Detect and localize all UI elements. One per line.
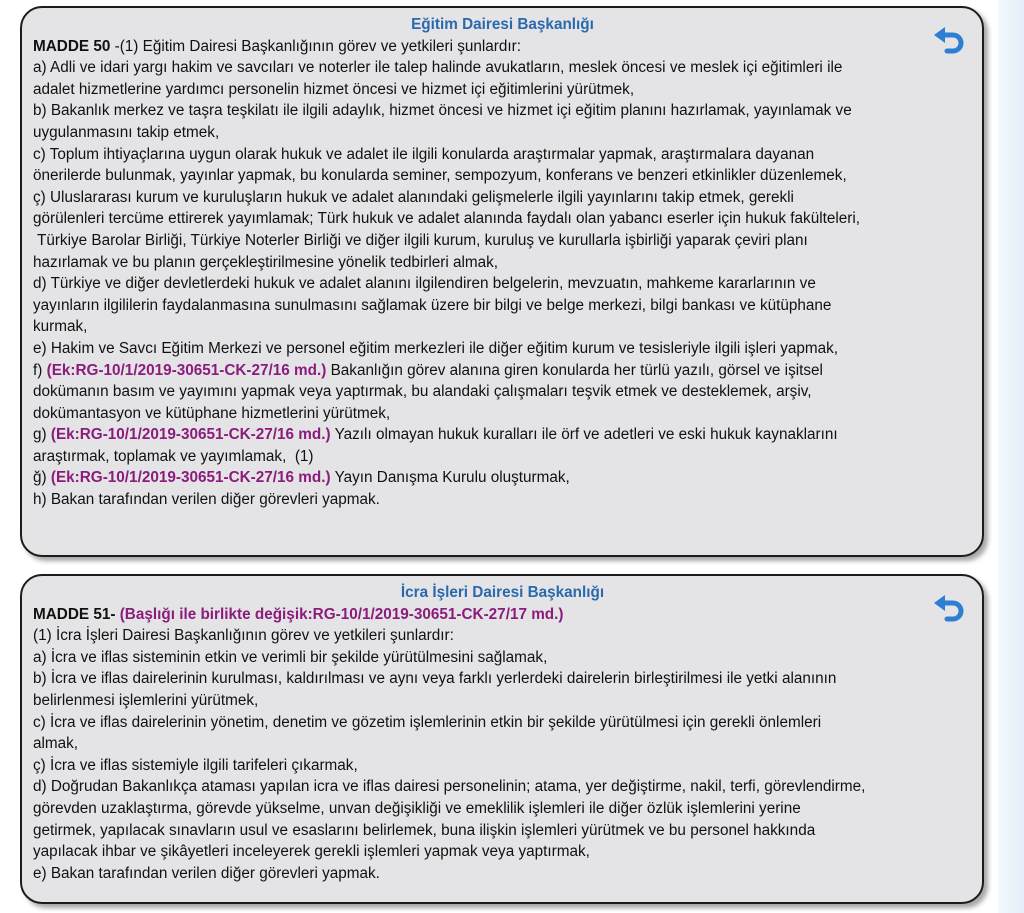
text-line: dokümanın basım ve yayımını yapmak veya yaptırmak, bu alandaki çalışmaları teşvik etmek ve desteklemek, arşiv, xyxy=(33,383,812,401)
text-line: belirlenmesi işlemlerini yürütmek, xyxy=(33,691,259,709)
text-line: adalet hizmetlerine yardımcı personelin hizmet öncesi ve hizmet içi eğitimlerini yürütmek, xyxy=(33,80,635,98)
text-line: görevden uzaklaştırma, görevde yükselme, unvan değişikliği ve emeklilik işlemleri ile diğer özlük işlemlerini yerine xyxy=(33,799,801,817)
article-heading xyxy=(33,604,942,626)
text-line: getirmek, yapılacak sınavların usul ve esaslarını belirlemek, buna ilişkin işlemleri yürütmek ve bu personel hakkında xyxy=(33,821,816,839)
item-text: Yayın Danışma Kurulu oluşturmak, xyxy=(330,469,570,487)
amendment-reference-link[interactable]: (Başlığı ile birlikte değişik:RG-10/1/2019-30651-CK-27/17 md.) xyxy=(115,605,564,623)
text-line: önerilerde bulunmak, yayınlar yapmak, bu konularda seminer, sempozyum, konferans ve benzeri etkinlikler düzenlemek, xyxy=(33,167,847,185)
text-line: b) Bakanlık merkez ve taşra teşkilatı ile ilgili adaylık, hizmet öncesi ve hizmet içi eğitim planını hazırlamak, yayınlamak ve xyxy=(33,102,852,120)
amendment-reference-link[interactable]: (Ek:RG-10/1/2019-30651-CK-27/16 md.) xyxy=(50,426,331,444)
text-line: c) Toplum ihtiyaçlarına uygun olarak hukuk ve adalet ile ilgili konularda araştırmalar yapmak, araştırmalara dayanan xyxy=(33,145,815,163)
article-heading xyxy=(33,36,942,58)
text-line: (1) İcra İşleri Dairesi Başkanlığının görev ve yetkileri şunlardır: xyxy=(33,627,454,645)
text-line: uygulanmasını takip etmek, xyxy=(33,123,220,141)
text-line: kurmak, xyxy=(33,318,88,336)
text-line: a) Adli ve idari yargı hakim ve savcıları ve noterler ile talep halinde avukatların, meslek öncesi ve meslek içi eğitimleri ile xyxy=(33,59,843,77)
text-line: yayınların ilgililerin faydalanmasına sunulmasını sağlamak üzere bir bilgi ve belge merkezi, bilgi bankası ve kütüphane xyxy=(33,296,832,314)
item-prefix: ğ) xyxy=(33,469,51,487)
text-line: e) Bakan tarafından verilen diğer görevleri yapmak. xyxy=(33,864,380,882)
item-gh xyxy=(33,467,942,489)
item-text: Yazılı olmayan hukuk kuralları ile örf ve adetleri ve eski hukuk kaynaklarını xyxy=(330,426,838,444)
item-f xyxy=(33,360,942,382)
text-line: yapılacak ihbar ve şikâyetleri inceleyerek gerekli işlemleri yapmak veya yaptırmak, xyxy=(33,843,590,861)
text-line: almak, xyxy=(33,735,79,753)
text-line: c) İcra ve iflas dairelerinin yönetim, denetim ve gözetim işlemlerinin etkin bir şekilde yürütülmesi için gerekli önlemleri xyxy=(33,713,822,731)
text-line: araştırmak, toplamak ve yayımlamak, (1) xyxy=(33,447,314,465)
back-arrow-icon xyxy=(932,594,966,622)
item-text: Bakanlığın görev alanına giren konularda her türlü yazılı, görsel ve işitsel xyxy=(326,361,823,379)
article-intro: -(1) Eğitim Dairesi Başkanlığının görev ve yetkileri şunlardır: xyxy=(110,37,521,55)
back-button[interactable] xyxy=(932,26,966,54)
text-line: a) İcra ve iflas sisteminin etkin ve verimli bir şekilde yürütülmesini sağlamak, xyxy=(33,648,548,666)
text-line: görülenleri tercüme ettirerek yayımlamak; Türk hukuk ve adalet alanında faydalı olan yabancı eserler için hukuk fakülteleri, xyxy=(33,210,861,228)
item-prefix: g) xyxy=(33,426,51,444)
text-line: hazırlamak ve bu planın gerçekleştirilmesine yönelik tedbirleri almak, xyxy=(33,253,499,271)
amendment-reference-link[interactable]: (Ek:RG-10/1/2019-30651-CK-27/16 md.) xyxy=(50,469,331,487)
article-label: MADDE 51- xyxy=(33,605,116,623)
text-line: d) Doğrudan Bakanlıkça ataması yapılan icra ve iflas dairesi personelinin; atama, yer değiştirme, nakil, terfi, görevlendirme, xyxy=(33,778,866,796)
text-line: e) Hakim ve Savcı Eğitim Merkezi ve personel eğitim merkezleri ile diğer eğitim kurum ve tesisleriyle ilgili işleri yapmak, xyxy=(33,339,839,357)
text-line: dokümantasyon ve kütüphane hizmetlerini yürütmek, xyxy=(33,404,391,422)
right-side-strip xyxy=(998,0,1024,913)
text-line: b) İcra ve iflas dairelerinin kurulması, kaldırılması ve aynı veya farklı yerlerdeki dairelerin birleştirilmesi ile yetki alanının xyxy=(33,670,837,688)
back-arrow-icon xyxy=(932,26,966,54)
panel-title: Eğitim Dairesi Başkanlığı xyxy=(411,16,594,33)
text-line: Türkiye Barolar Birliği, Türkiye Noterler Birliği ve diğer ilgili kurum, kuruluş ve kurullarla işbirliği yaparak çeviri planı xyxy=(33,231,808,249)
item-h: h) Bakan tarafından verilen diğer görevleri yapmak. xyxy=(33,491,380,509)
text-line: ç) Uluslararası kurum ve kuruluşların hukuk ve adalet alanındaki gelişmelerle ilgili yayınlarını takip etmek, gerekli xyxy=(33,188,794,206)
text-line: d) Türkiye ve diğer devletlerdeki hukuk ve adalet alanını ilgilendiren belgelerin, mevzuatın, mahkeme kararlarının ve xyxy=(33,275,816,293)
text-line: ç) İcra ve iflas sistemiyle ilgili tarifeleri çıkarmak, xyxy=(33,756,358,774)
article-50-panel xyxy=(20,6,984,557)
back-button[interactable] xyxy=(932,594,966,622)
amendment-reference-link[interactable]: (Ek:RG-10/1/2019-30651-CK-27/16 md.) xyxy=(46,361,327,379)
article-51-panel xyxy=(20,574,984,904)
item-prefix: f) xyxy=(33,361,47,379)
article-label: MADDE 50 xyxy=(33,37,111,55)
panel-title: İcra İşleri Dairesi Başkanlığı xyxy=(400,584,605,601)
item-g xyxy=(33,424,942,446)
